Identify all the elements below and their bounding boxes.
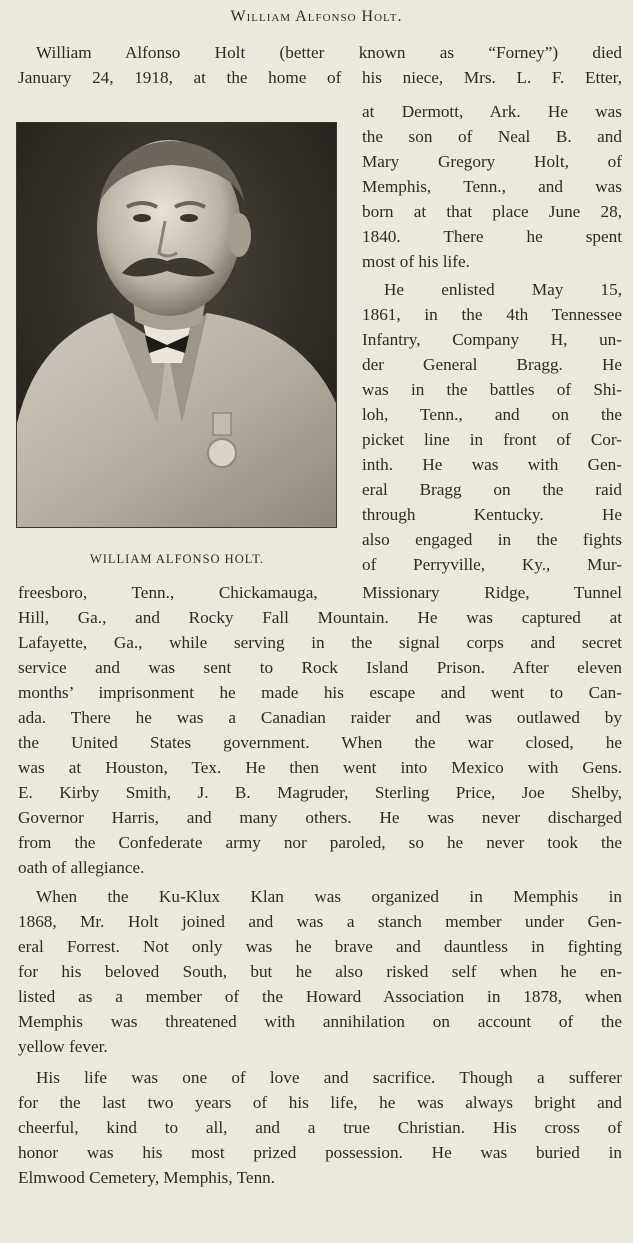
text-line: honor was his most prized possession. He was buried in	[18, 1143, 622, 1162]
text-line: der General Bragg. He	[362, 355, 622, 374]
text-line: Memphis, Tenn., and was	[362, 177, 622, 196]
text-line: of Perryville, Ky., Mur-	[362, 555, 622, 574]
text-line: Memphis was threatened with annihilation on account of the	[18, 1012, 622, 1031]
portrait-illustration	[17, 123, 336, 527]
text-line: from the Confederate army nor paroled, so he never took the	[18, 833, 622, 852]
text-line: oath of allegiance.	[18, 858, 145, 877]
text-line: for the last two years of his life, he was always bright and	[18, 1093, 622, 1112]
portrait-photo	[16, 122, 337, 528]
text-line: service and was sent to Rock Island Prison. After eleven	[18, 658, 622, 677]
text-line: January 24, 1918, at the home of his niece, Mrs. L. F. Etter,	[18, 68, 622, 87]
text-line: yellow fever.	[18, 1037, 108, 1056]
text-line: Mary Gregory Holt, of	[362, 152, 622, 171]
text-line: for his beloved South, but he also risked self when he en-	[18, 962, 622, 981]
text-line: loh, Tenn., and on the	[362, 405, 622, 424]
text-line: When the Ku-Klux Klan was organized in Memphis in	[36, 887, 622, 906]
text-line: ada. There he was a Canadian raider and was outlawed by	[18, 708, 622, 727]
text-line: 1861, in the 4th Tennessee	[362, 305, 622, 324]
text-line: through Kentucky. He	[362, 505, 622, 524]
text-line: His life was one of love and sacrifice. Though a sufferer	[36, 1068, 622, 1087]
text-line: E. Kirby Smith, J. B. Magruder, Sterling Price, Joe Shelby,	[18, 783, 622, 802]
text-line: cheerful, kind to all, and a true Christian. His cross of	[18, 1118, 622, 1137]
text-line: months’ imprisonment he made his escape and went to Can-	[18, 683, 622, 702]
text-line: inth. He was with Gen-	[362, 455, 622, 474]
text-line: picket line in front of Cor-	[362, 430, 622, 449]
text-line: Governor Harris, and many others. He was never discharged	[18, 808, 622, 827]
text-line: the son of Neal B. and	[362, 127, 622, 146]
article-title: William Alfonso Holt.	[230, 8, 403, 25]
text-line: was at Houston, Tex. He then went into Mexico with Gens.	[18, 758, 622, 777]
text-line: He enlisted May 15,	[384, 280, 622, 299]
text-line: at Dermott, Ark. He was	[362, 102, 622, 121]
text-line: Infantry, Company H, un-	[362, 330, 622, 349]
text-line: 1868, Mr. Holt joined and was a stanch member under Gen-	[18, 912, 622, 931]
photo-caption: WILLIAM ALFONSO HOLT.	[89, 552, 265, 566]
text-line: was in the battles of Shi-	[362, 380, 622, 399]
text-line: William Alfonso Holt (better known as “Forney”) died	[36, 43, 622, 62]
text-line: also engaged in the fights	[362, 530, 622, 549]
text-line: born at that place June 28,	[362, 202, 622, 221]
text-line: Elmwood Cemetery, Memphis, Tenn.	[18, 1168, 276, 1187]
text-line: eral Forrest. Not only was he brave and dauntless in fighting	[18, 937, 622, 956]
text-line: 1840. There he spent	[362, 227, 622, 246]
text-line: Lafayette, Ga., while serving in the signal corps and secret	[18, 633, 622, 652]
text-line: freesboro, Tenn., Chickamauga, Missionary Ridge, Tunnel	[18, 583, 622, 602]
text-line: eral Bragg on the raid	[362, 480, 622, 499]
text-line: the United States government. When the war closed, he	[18, 733, 622, 752]
text-line: Hill, Ga., and Rocky Fall Mountain. He was captured at	[18, 608, 622, 627]
text-line: most of his life.	[362, 252, 470, 271]
text-line: listed as a member of the Howard Association in 1878, when	[18, 987, 622, 1006]
